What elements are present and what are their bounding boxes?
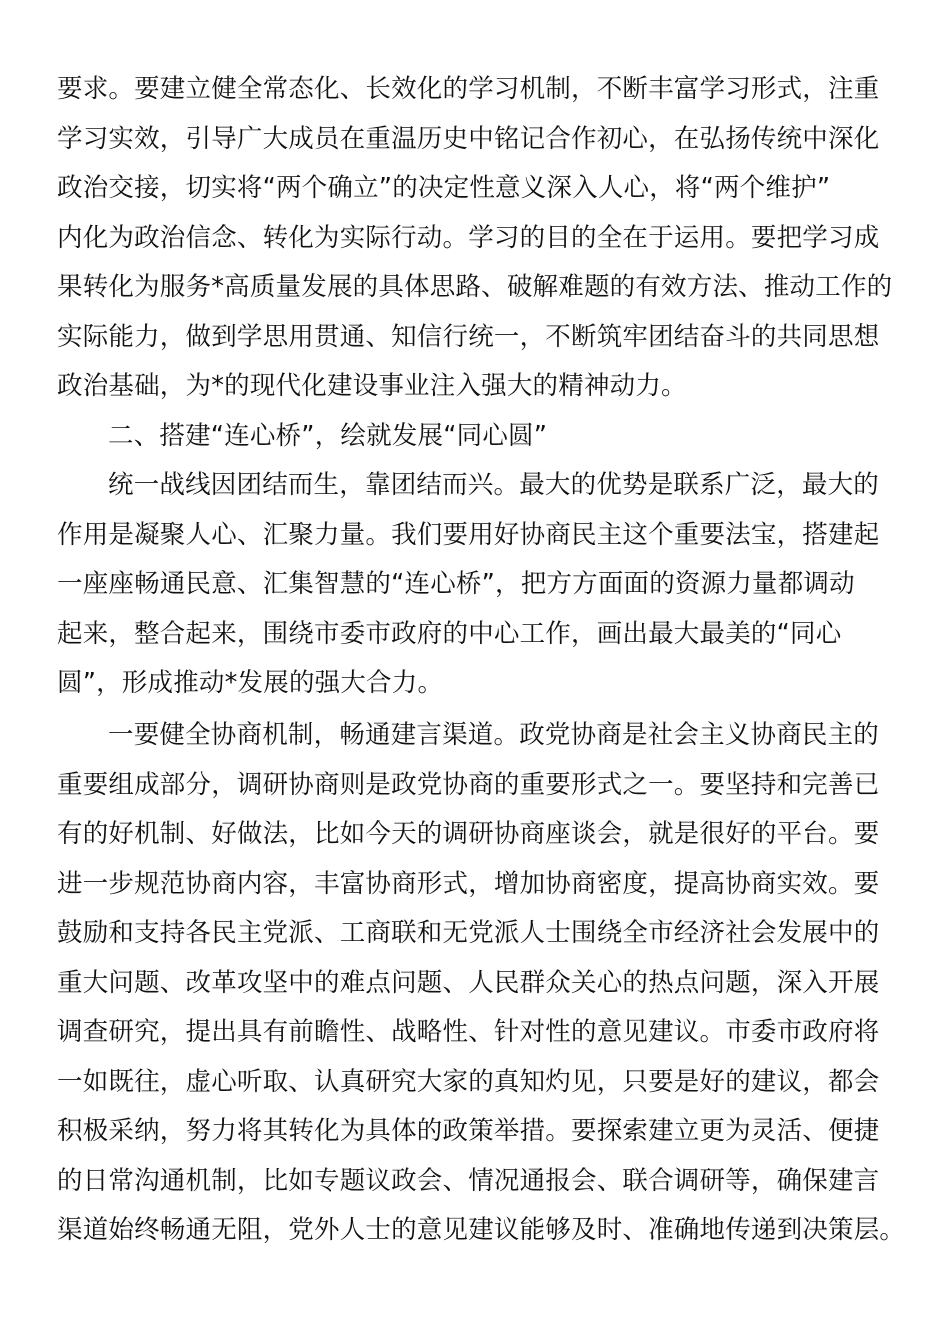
paragraph-line: 起来，整合起来，围绕市委市政府的中心工作，画出最大最美的“同心 xyxy=(57,619,842,649)
paragraph-line: 实际能力，做到学思用贯通、知信行统一，不断筑牢团结奋斗的共同思想 xyxy=(57,322,880,352)
paragraph-line: 政治交接，切实将“两个确立”的决定性意义深入人心，将“两个维护” xyxy=(57,173,831,203)
paragraph-line: 内化为政治信念、转化为实际行动。学习的目的全在于运用。要把学习成 xyxy=(57,223,880,253)
paragraph-line: 有的好机制、好做法，比如今天的调研协商座谈会，就是很好的平台。要 xyxy=(57,819,880,849)
paragraph-line: 鼓励和支持各民主党派、工商联和无党派人士围绕全市经济社会发展中的 xyxy=(57,918,880,948)
paragraph-line: 统一战线因团结而生，靠团结而兴。最大的优势是联系广泛，最大的 xyxy=(108,470,880,500)
paragraph-line: 圆”，形成推动*发展的强大合力。 xyxy=(57,668,444,698)
paragraph-line: 一如既往，虚心听取、认真研究大家的真知灼见，只要是好的建议，都会 xyxy=(57,1067,880,1097)
paragraph-line: 一要健全协商机制，畅通建言渠道。政党协商是社会主义协商民主的 xyxy=(108,720,880,750)
paragraph-line: 要求。要建立健全常态化、长效化的学习机制，不断丰富学习形式，注重 xyxy=(57,74,880,104)
paragraph-line: 重要组成部分，调研协商则是政党协商的重要形式之一。要坚持和完善已 xyxy=(57,770,880,800)
paragraph-line: 积极采纳，努力将其转化为具体的政策举措。要探索建立更为灵活、便捷 xyxy=(57,1116,880,1146)
paragraph-line: 的日常沟通机制，比如专题议政会、情况通报会、联合调研等，确保建言 xyxy=(57,1166,880,1196)
paragraph-line: 学习实效，引导广大成员在重温历史中铭记合作初心，在弘扬传统中深化 xyxy=(57,124,880,154)
paragraph-line: 一座座畅通民意、汇集智慧的“连心桥”，把方方面面的资源力量都调动 xyxy=(57,569,855,599)
paragraph-line: 进一步规范协商内容，丰富协商形式，增加协商密度，提高协商实效。要 xyxy=(57,869,880,899)
paragraph-line: 果转化为服务*高质量发展的具体思路、破解难题的有效方法、推动工作的 xyxy=(57,272,893,302)
paragraph-line: 作用是凝聚人心、汇聚力量。我们要用好协商民主这个重要法宝，搭建起 xyxy=(57,520,880,550)
section-heading: 二、搭建“连心桥”，绘就发展“同心圆” xyxy=(108,421,548,451)
paragraph-line: 重大问题、改革攻坚中的难点问题、人民群众关心的热点问题，深入开展 xyxy=(57,968,880,998)
paragraph-line: 调查研究，提出具有前瞻性、战略性、针对性的意见建议。市委市政府将 xyxy=(57,1017,880,1047)
paragraph-line: 政治基础，为*的现代化建设事业注入强大的精神动力。 xyxy=(57,371,687,401)
paragraph-line: 渠道始终畅通无阻，党外人士的意见建议能够及时、准确地传递到决策层。 xyxy=(57,1215,906,1245)
